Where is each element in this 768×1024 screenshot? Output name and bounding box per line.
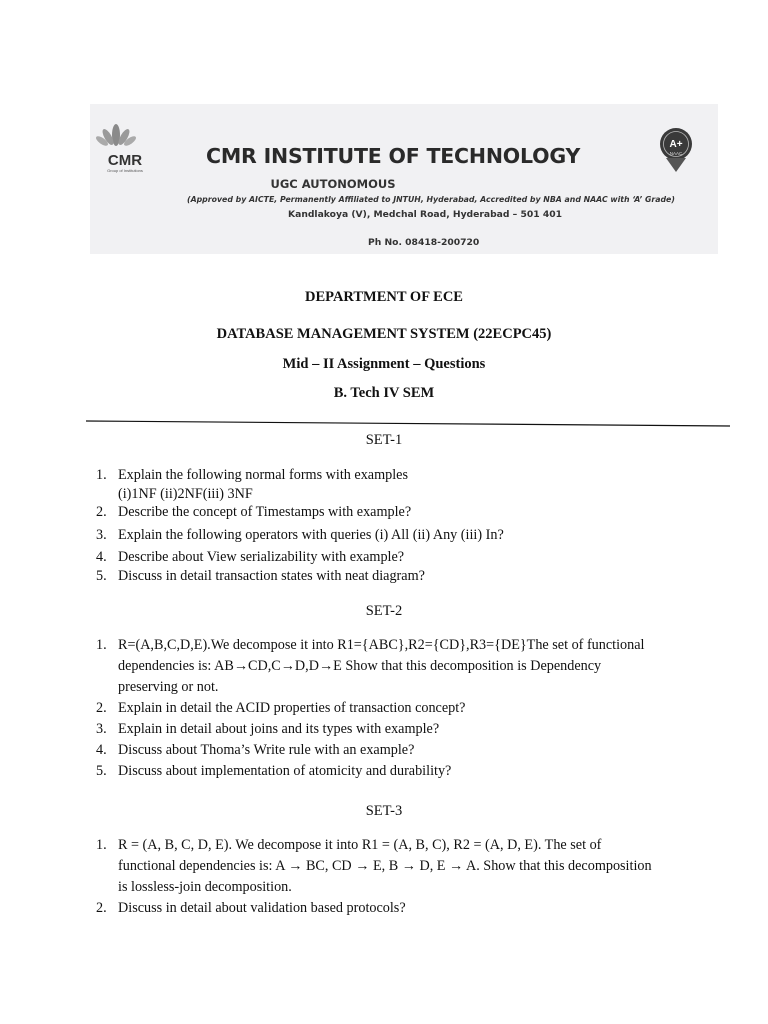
list-item	[94, 835, 654, 898]
question-number: 4.	[96, 549, 107, 565]
question-number: 1.	[96, 467, 107, 483]
question-number: 3.	[96, 526, 107, 543]
assignment-heading: Mid – II Assignment – Questions	[282, 356, 486, 372]
institute-name: CMR INSTITUTE OF TECHNOLOGY	[206, 144, 581, 168]
question-number: 1.	[96, 637, 107, 653]
question-text: Explain in detail about joins and its types with example?	[118, 721, 440, 737]
set-1-questions	[94, 466, 654, 585]
question-text: Describe the concept of Timestamps with example?	[118, 504, 412, 520]
phone-line: Ph No. 08418-200720	[368, 237, 480, 248]
question-text: Discuss about Thoma’s Write rule with an example?	[118, 742, 415, 758]
autonomy-status: UGC AUTONOMOUS	[270, 177, 396, 191]
question-number: 4.	[96, 742, 107, 758]
list-item	[94, 503, 654, 522]
list-item	[94, 698, 654, 719]
logo-text: CMR	[107, 152, 143, 169]
divider-line	[86, 418, 730, 428]
set-3-questions	[94, 835, 654, 919]
set-1-title: SET-1	[365, 432, 403, 448]
question-number: 1.	[96, 837, 107, 853]
question-number: 5.	[96, 763, 107, 779]
badge-label: NAAC	[669, 151, 683, 156]
question-text-continued: (i)1NF (ii)2NF(iii) 3NF	[118, 485, 253, 502]
letterhead-banner	[90, 104, 718, 254]
list-item	[94, 635, 654, 698]
list-item	[94, 761, 654, 782]
list-item	[94, 567, 654, 586]
list-item	[94, 719, 654, 740]
list-item	[94, 898, 654, 919]
question-number: 2.	[96, 504, 107, 520]
list-item	[94, 466, 654, 503]
question-text: Discuss in detail transaction states with neat diagram?	[118, 567, 425, 584]
naac-badge-icon	[656, 126, 696, 174]
question-text: Discuss in detail about validation based protocols?	[118, 900, 406, 916]
logo-subtext: Group of Institutions	[107, 168, 143, 173]
cmr-logo	[96, 122, 154, 182]
badge-grade: A+	[669, 139, 683, 150]
question-text: Describe about View serializability with example?	[118, 549, 405, 565]
question-number: 5.	[96, 567, 107, 584]
address-line: Kandlakoya (V), Medchal Road, Hyderabad – 501 401	[288, 209, 562, 220]
department-heading: DEPARTMENT OF ECE	[305, 289, 463, 305]
question-text: R=(A,B,C,D,E).We decompose it into R1={ABC},R2={CD},R3={DE}The set of functional dependencies is: AB→CD,C→D,D→E Show that this decomposition is Dependency preserving or not.	[118, 637, 645, 695]
set-3-title: SET-3	[365, 803, 403, 819]
list-item	[94, 548, 654, 567]
question-text: Explain the following normal forms with examples	[118, 467, 408, 483]
question-number: 2.	[96, 900, 107, 916]
approval-line: (Approved by AICTE, Permanently Affiliated to JNTUH, Hyderabad, Accredited by NBA and NAAC with ‘A’ Grade)	[187, 195, 675, 204]
question-text: Discuss about implementation of atomicity and durability?	[118, 763, 452, 779]
flower-logo-icon	[96, 122, 136, 148]
question-text: R = (A, B, C, D, E). We decompose it into R1 = (A, B, C), R2 = (A, D, E). The set of functional dependencies is: A → BC, CD → E, B → D, E → A. Show that this decomposition is lossless-join decomposition.	[118, 837, 652, 895]
question-text: Explain in detail the ACID properties of transaction concept?	[118, 700, 466, 716]
question-text: Explain the following operators with queries (i) All (ii) Any (iii) In?	[118, 526, 504, 543]
semester-heading: B. Tech IV SEM	[333, 385, 435, 401]
list-item	[94, 526, 654, 545]
question-number: 2.	[96, 700, 107, 716]
question-number: 3.	[96, 721, 107, 737]
course-heading: DATABASE MANAGEMENT SYSTEM (22ECPC45)	[216, 326, 552, 342]
set-2-questions	[94, 635, 654, 782]
list-item	[94, 740, 654, 761]
set-2-title: SET-2	[365, 603, 403, 619]
